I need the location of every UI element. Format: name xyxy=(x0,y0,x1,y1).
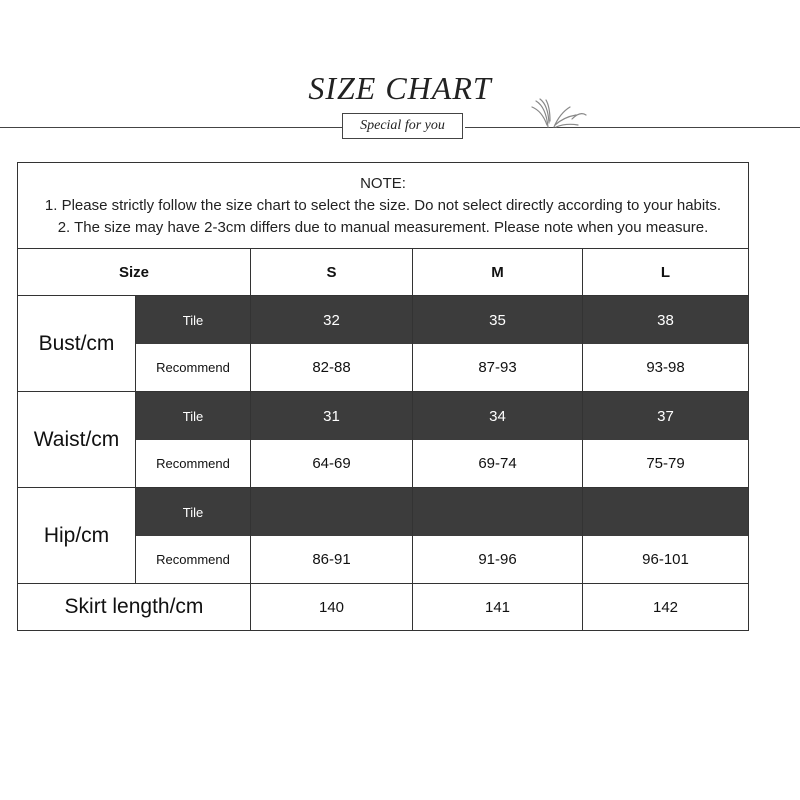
skirt-length-s: 140 xyxy=(251,584,413,630)
note-line-1: 1. Please strictly follow the size chart to select the size. Do not select directly according to your habits. xyxy=(44,196,722,214)
hip-tile-label: Tile xyxy=(136,488,251,536)
bust-tile-m: 35 xyxy=(413,296,583,344)
hip-tile-l xyxy=(583,488,748,536)
bust-tile-l: 38 xyxy=(583,296,748,344)
palm-leaf-icon xyxy=(528,97,588,131)
note-section xyxy=(18,163,748,249)
note-heading: NOTE: xyxy=(360,174,406,192)
note-line-2: 2. The size may have 2-3cm differs due to manual measurement. Please note when you measure. xyxy=(57,218,709,236)
size-m-header: M xyxy=(413,249,583,296)
size-chart-table xyxy=(17,162,749,631)
hip-tile-s xyxy=(251,488,413,536)
waist-recommend-l: 75-79 xyxy=(583,440,748,488)
divider-left xyxy=(0,127,342,128)
hip-recommend-s: 86-91 xyxy=(251,536,413,584)
bust-recommend-label: Recommend xyxy=(136,344,251,392)
size-header: Size xyxy=(18,249,251,296)
size-l-header: L xyxy=(583,249,748,296)
waist-tile-l: 37 xyxy=(583,392,748,440)
bust-tile-label: Tile xyxy=(136,296,251,344)
waist-tile-m: 34 xyxy=(413,392,583,440)
skirt-length-l: 142 xyxy=(652,598,679,616)
chart-title: SIZE CHART xyxy=(308,70,492,106)
waist-tile-s: 31 xyxy=(251,392,413,440)
bust-recommend-s: 82-88 xyxy=(251,344,413,392)
size-s-header: S xyxy=(251,249,413,296)
skirt-length-m: 141 xyxy=(413,584,583,630)
divider-right xyxy=(465,127,800,128)
hip-recommend-l: 96-101 xyxy=(583,536,748,584)
waist-recommend-s: 64-69 xyxy=(251,440,413,488)
bust-tile-s: 32 xyxy=(251,296,413,344)
hip-recommend-label: Recommend xyxy=(136,536,251,584)
hip-recommend-m: 91-96 xyxy=(413,536,583,584)
waist-label: Waist/cm xyxy=(18,392,136,488)
bust-recommend-l: 93-98 xyxy=(583,344,748,392)
bust-label: Bust/cm xyxy=(18,296,136,392)
skirt-length-label: Skirt length/cm xyxy=(18,584,251,630)
subtitle-badge: Special for you xyxy=(342,113,463,139)
bust-recommend-m: 87-93 xyxy=(413,344,583,392)
waist-recommend-label: Recommend xyxy=(136,440,251,488)
hip-tile-m xyxy=(413,488,583,536)
waist-tile-label: Tile xyxy=(136,392,251,440)
waist-recommend-m: 69-74 xyxy=(413,440,583,488)
hip-label: Hip/cm xyxy=(18,488,136,584)
